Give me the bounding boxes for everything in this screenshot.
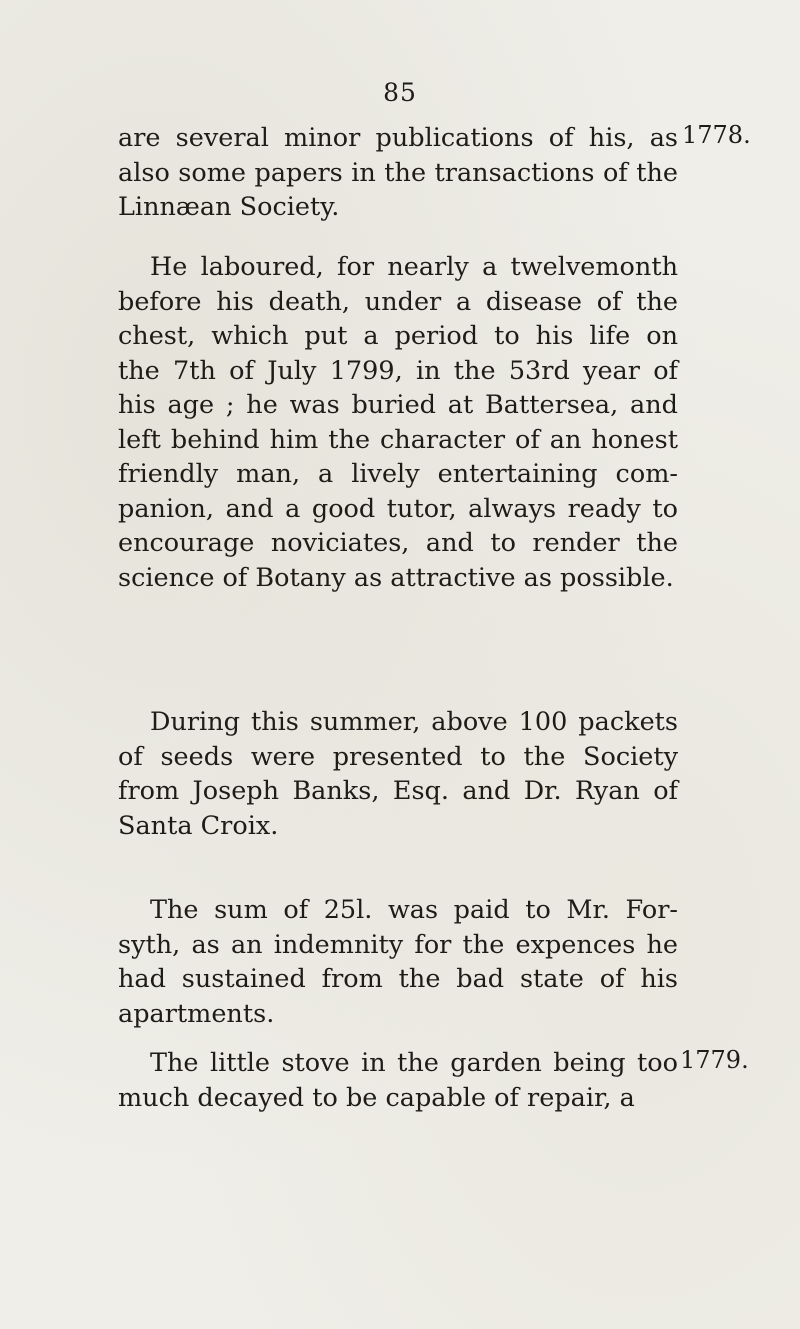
text-line: left behind him the character of an honest <box>118 424 678 455</box>
text-line-content: The little stove in the garden being too <box>150 1048 678 1078</box>
paragraph-indemnity <box>118 893 678 1031</box>
text-line: before his death, under a disease of the <box>118 286 678 317</box>
text-line <box>118 893 678 928</box>
text-line: had sustained from the bad state of his <box>118 964 678 994</box>
text-line-content: During this summer, above 100 packets <box>150 707 678 737</box>
margin-year-1779: 1779. <box>680 1046 749 1074</box>
text-line: science of Botany as attractive as possible. <box>118 562 674 593</box>
text-line-content: He laboured, for nearly a twelvemonth <box>150 252 678 282</box>
text-line: encourage noviciates, and to render the <box>118 528 678 558</box>
text-line <box>118 1046 678 1081</box>
paragraph-death <box>118 250 678 595</box>
text-line: much decayed to be capable of repair, a <box>118 1082 635 1113</box>
text-line: of seeds were presented to the Society <box>118 741 678 772</box>
text-line: his age ; he was buried at Battersea, and <box>118 390 678 420</box>
text-line <box>118 250 678 285</box>
text-line: from Joseph Banks, Esq. and Dr. Ryan of <box>118 776 678 806</box>
page-number: 85 <box>383 78 417 107</box>
text-line-content: The sum of 25l. was paid to Mr. For- <box>150 895 678 925</box>
text-line: friendly man, a lively entertaining com- <box>118 459 678 489</box>
text-line: apartments. <box>118 998 275 1029</box>
text-line: Linnæan Society. <box>118 192 340 222</box>
text-line: panion, and a good tutor, always ready to <box>118 493 678 524</box>
text-line: the 7th of July 1799, in the 53rd year of <box>118 355 678 386</box>
text-line: syth, as an indemnity for the expences he <box>118 929 678 960</box>
text-line: Santa Croix. <box>118 810 279 841</box>
paragraph-publications <box>118 121 678 225</box>
text-line: chest, which put a period to his life on <box>118 321 678 351</box>
text-line: also some papers in the transactions of the <box>118 157 678 188</box>
paragraph-stove <box>118 1046 678 1115</box>
paragraph-seeds <box>118 705 678 843</box>
margin-year-1778: 1778. <box>682 121 751 149</box>
text-line <box>118 705 678 740</box>
text-line: are several minor publications of his, as <box>118 123 678 153</box>
